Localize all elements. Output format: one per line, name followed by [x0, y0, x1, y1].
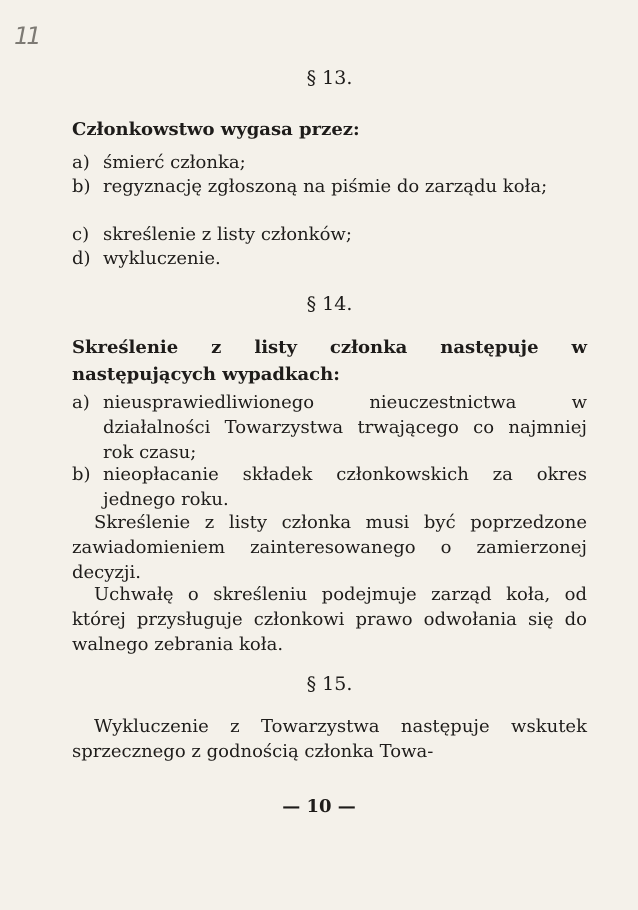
page-number: — 10 —: [282, 796, 356, 817]
paragraph: Skreślenie z listy członka musi być poprzedzone zawiadomieniem zainteresowanego o zamierzonej decyzji.: [72, 512, 587, 583]
paragraph: Wykluczenie z Towarzystwa następuje wskutek sprzecznego z godnością członka Towa-: [72, 716, 587, 762]
list-item-text: nieopłacanie składek członkowskich za okres jednego roku.: [103, 464, 587, 510]
margin-pencil-note: 11: [14, 22, 39, 50]
section-14-intro: Skreślenie z listy członka następuje w następujących wypadkach:: [72, 337, 587, 385]
list-item-text: śmierć członka;: [103, 152, 246, 173]
section-13-intro: Członkowstwo wygasa przez:: [72, 119, 360, 140]
list-item-text: skreślenie z listy członków;: [103, 224, 352, 245]
list-item-letter: b): [72, 176, 91, 197]
list-item-text: wykluczenie.: [103, 248, 221, 269]
list-item-text: regyznację zgłoszoną na piśmie do zarządu koła;: [103, 176, 548, 197]
list-item-letter: a): [72, 392, 90, 413]
paragraph: Uchwałę o skreśleniu podejmuje zarząd koła, od której przysługuje członkowi prawo odwołania się do walnego zebrania koła.: [72, 584, 587, 655]
list-item-letter: c): [72, 224, 90, 245]
list-item-letter: d): [72, 248, 91, 269]
list-item-text: nieusprawiedliwionego nieuczestnictwa w działalności Towarzystwa trwającego co najmniej rok czasu;: [103, 392, 587, 463]
list-item-letter: a): [72, 152, 90, 173]
section-heading-13: § 13.: [306, 67, 353, 89]
list-item-letter: b): [72, 464, 91, 485]
section-heading-14: § 14.: [306, 293, 353, 315]
section-heading-15: § 15.: [306, 673, 353, 695]
